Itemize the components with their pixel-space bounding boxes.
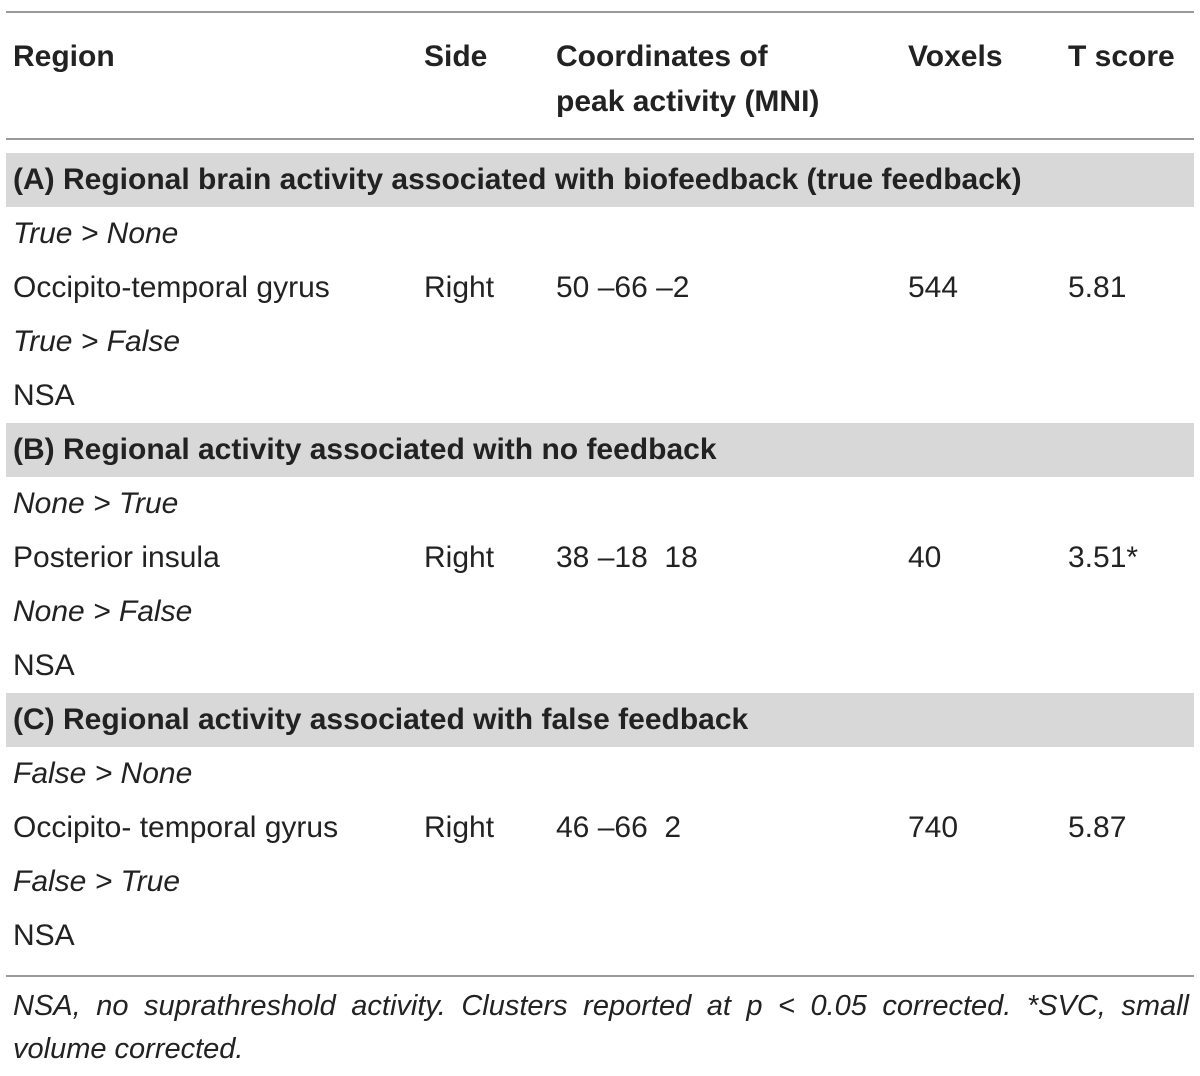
table-row [6,801,1194,855]
table-footnote: NSA, no suprathreshold activity. Clusters reported at p < 0.05 corrected. *SVC, small volume corrected. [13,990,1189,1065]
cell-side: Right [424,541,495,574]
contrast-label: False > None [13,757,193,790]
top-rule [6,11,1194,13]
header-voxels: Voxels [908,40,1003,73]
cell-coordinates: 38 –18 18 [556,541,698,574]
contrast-row [6,477,1194,531]
cell-region: Occipito-temporal gyrus [13,271,330,304]
section-b-title-row [6,423,1194,477]
header-rule [6,138,1194,140]
section-c-title-row [6,693,1194,747]
contrast-label: True > False [13,325,181,358]
contrast-label: None > False [13,595,193,628]
cell-region: NSA [13,379,75,412]
table-body [6,153,1194,963]
cell-t-score: 3.51* [1068,541,1139,574]
table-row [6,531,1194,585]
header-side: Side [424,40,488,73]
cell-side: Right [424,271,495,304]
contrast-row [6,747,1194,801]
cell-region: Occipito- temporal gyrus [13,811,339,844]
cell-t-score: 5.87 [1068,811,1127,844]
contrast-row [6,585,1194,639]
table-row [6,369,1194,423]
header-t-score: T score [1068,40,1175,73]
header-coordinates [556,34,819,124]
section-a-title-row [6,153,1194,207]
cell-coordinates: 46 –66 2 [556,811,682,844]
table-header [6,28,1194,128]
contrast-row [6,207,1194,261]
cell-voxels: 40 [908,541,942,574]
table-row [6,909,1194,963]
cell-voxels: 740 [908,811,959,844]
contrast-row [6,855,1194,909]
table-row [6,261,1194,315]
section-c-title: (C) Regional activity associated with false feedback [13,703,749,736]
bottom-rule [6,975,1194,977]
section-a-title: (A) Regional brain activity associated with biofeedback (true feedback) [13,163,1022,196]
table-row [6,639,1194,693]
cell-side: Right [424,811,495,844]
cell-t-score: 5.81 [1068,271,1127,304]
header-region: Region [13,40,115,73]
section-b-title: (B) Regional activity associated with no feedback [13,433,717,466]
header-coordinates-line1: Coordinates of [556,40,768,73]
contrast-row [6,315,1194,369]
cell-region: NSA [13,649,75,682]
cell-coordinates: 50 –66 –2 [556,271,690,304]
contrast-label: True > None [13,217,179,250]
contrast-label: None > True [13,487,179,520]
cell-region: Posterior insula [13,541,220,574]
cell-voxels: 544 [908,271,959,304]
contrast-label: False > True [13,865,181,898]
cell-region: NSA [13,919,75,952]
header-coordinates-line2: peak activity (MNI) [556,85,820,118]
